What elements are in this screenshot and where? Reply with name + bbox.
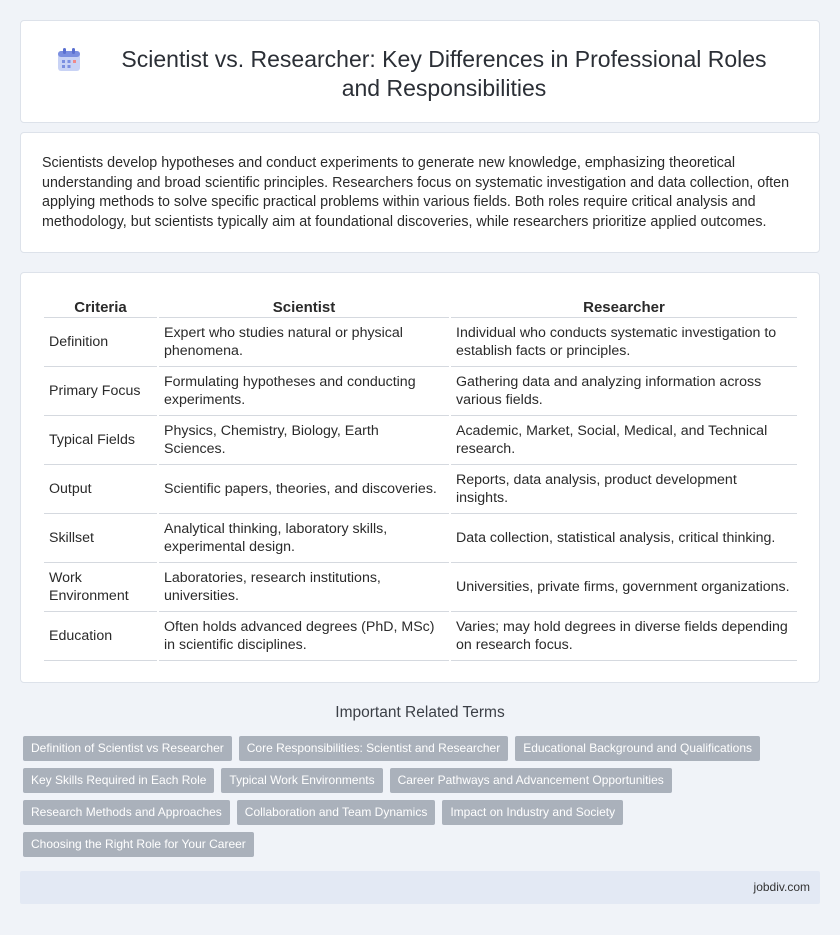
table-row — [44, 612, 797, 661]
column-header-scientist: Scientist — [159, 296, 449, 318]
calendar-icon — [56, 47, 82, 73]
related-term-tag[interactable]: Key Skills Required in Each Role — [23, 768, 214, 793]
related-term-tag[interactable]: Typical Work Environments — [221, 768, 382, 793]
scientist-cell: Expert who studies natural or physical phenomena. — [159, 318, 449, 367]
scientist-cell: Laboratories, research institutions, universities. — [159, 563, 449, 612]
researcher-cell: Reports, data analysis, product development insights. — [451, 465, 797, 514]
scientist-cell: Physics, Chemistry, Biology, Earth Sciences. — [159, 416, 449, 465]
related-term-tag[interactable]: Research Methods and Approaches — [23, 800, 230, 825]
criteria-cell: Definition — [44, 318, 157, 367]
related-terms-title: Important Related Terms — [335, 704, 505, 721]
researcher-cell: Gathering data and analyzing information across various fields. — [451, 367, 797, 416]
researcher-cell: Academic, Market, Social, Medical, and Technical research. — [451, 416, 797, 465]
intro-card — [20, 132, 820, 253]
related-term-tag[interactable]: Impact on Industry and Society — [442, 800, 623, 825]
table-header-row — [44, 296, 797, 318]
related-term-tag[interactable]: Collaboration and Team Dynamics — [237, 800, 436, 825]
scientist-cell: Analytical thinking, laboratory skills, experimental design. — [159, 514, 449, 563]
footer-bar — [20, 871, 820, 904]
related-term-tag[interactable]: Career Pathways and Advancement Opportunities — [390, 768, 672, 793]
comparison-table — [42, 296, 799, 661]
page-title: Scientist vs. Researcher: Key Differences in Professional Roles and Responsibilities — [121, 46, 767, 101]
table-row — [44, 318, 797, 367]
footer-site-link[interactable]: jobdiv.com — [753, 880, 810, 894]
scientist-cell: Formulating hypotheses and conducting experiments. — [159, 367, 449, 416]
column-header-researcher: Researcher — [451, 296, 797, 318]
related-term-tag[interactable]: Choosing the Right Role for Your Career — [23, 832, 254, 857]
related-terms-list — [23, 736, 803, 864]
criteria-cell: Education — [44, 612, 157, 661]
scientist-cell: Scientific papers, theories, and discoveries. — [159, 465, 449, 514]
researcher-cell: Data collection, statistical analysis, critical thinking. — [451, 514, 797, 563]
researcher-cell: Individual who conducts systematic investigation to establish facts or principles. — [451, 318, 797, 367]
criteria-cell: Work Environment — [44, 563, 157, 612]
column-header-criteria: Criteria — [44, 296, 157, 318]
intro-paragraph: Scientists develop hypotheses and conduct experiments to generate new knowledge, emphasizing theoretical understanding and broad scientific principles. Researchers focus on systematic investigation and data collection, often applying methods to solve specific practical problems within various fields. Both roles require critical analysis and methodology, but scientists typically aim at foundational discoveries, while researchers prioritize applied outcomes. — [42, 155, 790, 230]
criteria-cell: Typical Fields — [44, 416, 157, 465]
related-term-tag[interactable]: Core Responsibilities: Scientist and Researcher — [239, 736, 508, 761]
table-row — [44, 465, 797, 514]
criteria-cell: Primary Focus — [44, 367, 157, 416]
table-row — [44, 416, 797, 465]
comparison-table-card — [20, 272, 820, 683]
researcher-cell: Varies; may hold degrees in diverse fields depending on research focus. — [451, 612, 797, 661]
researcher-cell: Universities, private firms, government organizations. — [451, 563, 797, 612]
table-row — [44, 514, 797, 563]
criteria-cell: Output — [44, 465, 157, 514]
header-card — [20, 20, 820, 123]
related-term-tag[interactable]: Definition of Scientist vs Researcher — [23, 736, 232, 761]
table-row — [44, 563, 797, 612]
table-row — [44, 367, 797, 416]
criteria-cell: Skillset — [44, 514, 157, 563]
scientist-cell: Often holds advanced degrees (PhD, MSc) in scientific disciplines. — [159, 612, 449, 661]
related-term-tag[interactable]: Educational Background and Qualifications — [515, 736, 760, 761]
